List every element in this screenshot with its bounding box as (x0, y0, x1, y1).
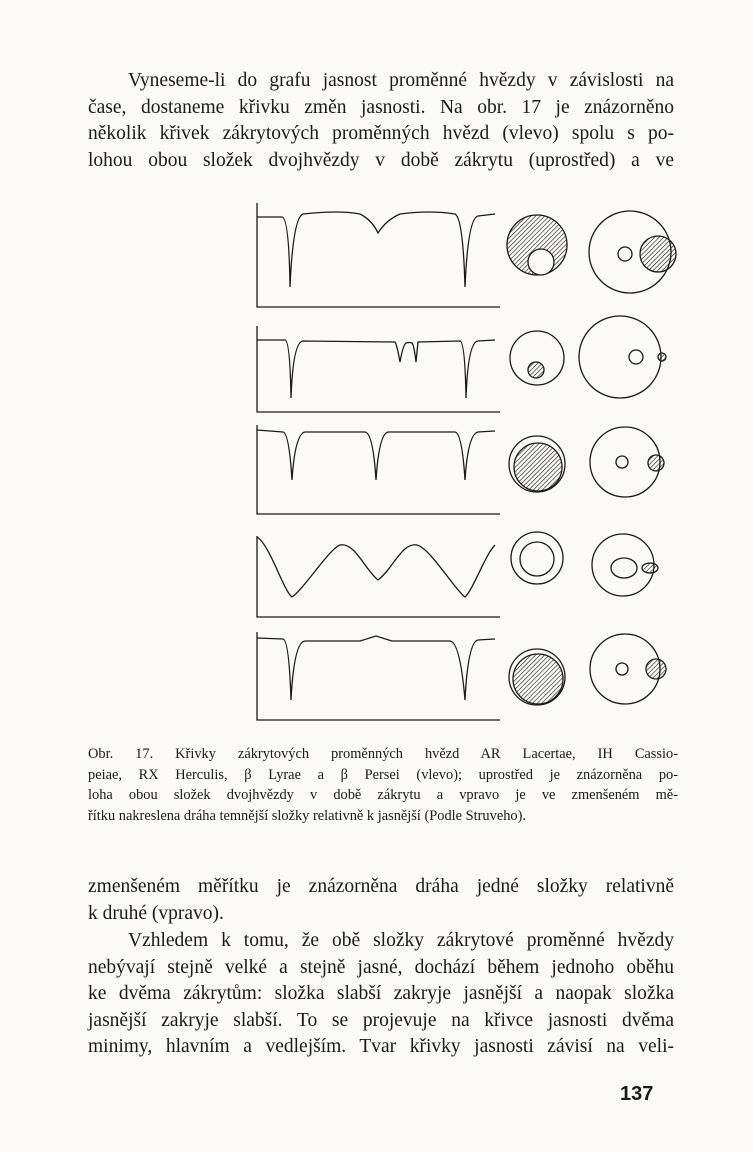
light-curve-ih-cassiopeiae (257, 326, 500, 412)
text-line: k druhé (vpravo). (88, 902, 224, 924)
caption-line: peiae, RX Herculis, β Lyrae a β Persei (vlevo); uprostřed je znázorněna po- (88, 766, 678, 783)
text-line: zmenšeném měřítku je znázorněna dráha jedné složky relativně (88, 876, 674, 897)
text-line: několik křivek zákrytových proměnných hvězd (vlevo) spolu s po- (88, 123, 674, 144)
eclipse-position-ih-cassiopeiae (510, 331, 564, 385)
text-line: lohou obou složek dvojhvězdy v době zákrytu (uprostřed) a ve (88, 149, 674, 171)
caption-line: řítku nakreslena dráha temnější složky relativně k jasnější (Podle Struveho). (88, 807, 526, 824)
light-curve-rx-herculis (257, 425, 500, 514)
eclipse-position-ar-lacertae (507, 215, 567, 275)
text-line: ke dvěma zákrytům: složka slabší zakryje jasnější a naopak složka (88, 983, 674, 1004)
paragraph-next (88, 928, 674, 1061)
text-line: Vyneseme-li do grafu jasnost proměnné hvězdy v závislosti na (128, 70, 674, 91)
figure-caption (88, 744, 678, 826)
text-line: Vzhledem k tomu, že obě složky zákrytové proměnné hvězdy (128, 930, 674, 951)
text-line: minimy, hlavním a vedlejším. Tvar křivky jasnosti závisí na veli- (88, 1036, 674, 1057)
eclipse-position-beta-persei (509, 649, 565, 705)
caption-line: loha obou složek dvojhvězdy v době zákrytu a vpravo je ve zmenšeném mě- (88, 787, 678, 804)
text-line: nebývají stejně velké a stejně jasné, dochází během jednoho oběhu (88, 956, 674, 978)
text-line: jasnější zakryje slabší. To se projevuje na křivce jasnosti dvěma (88, 1009, 674, 1031)
caption-line: Obr. 17. Křivky zákrytových proměnných hvězd AR Lacertae, IH Cassio- (88, 746, 678, 762)
orbit-rx-herculis (590, 427, 664, 497)
light-curve-beta-lyrae (257, 536, 500, 617)
eclipse-position-rx-herculis (509, 436, 565, 492)
orbit-ar-lacertae (589, 211, 676, 293)
page-number: 137 (620, 1083, 654, 1105)
text-line: čase, dostaneme křivku změn jasnosti. Na obr. 17 je znázorněno (88, 96, 674, 118)
paragraph-continuation (88, 874, 674, 927)
orbit-beta-lyrae (592, 534, 658, 596)
orbit-ih-cassiopeiae (579, 316, 666, 398)
light-curve-ar-lacertae (257, 203, 500, 307)
eclipse-position-beta-lyrae (511, 532, 563, 584)
light-curve-beta-persei (257, 632, 500, 720)
orbit-beta-persei (590, 634, 666, 704)
